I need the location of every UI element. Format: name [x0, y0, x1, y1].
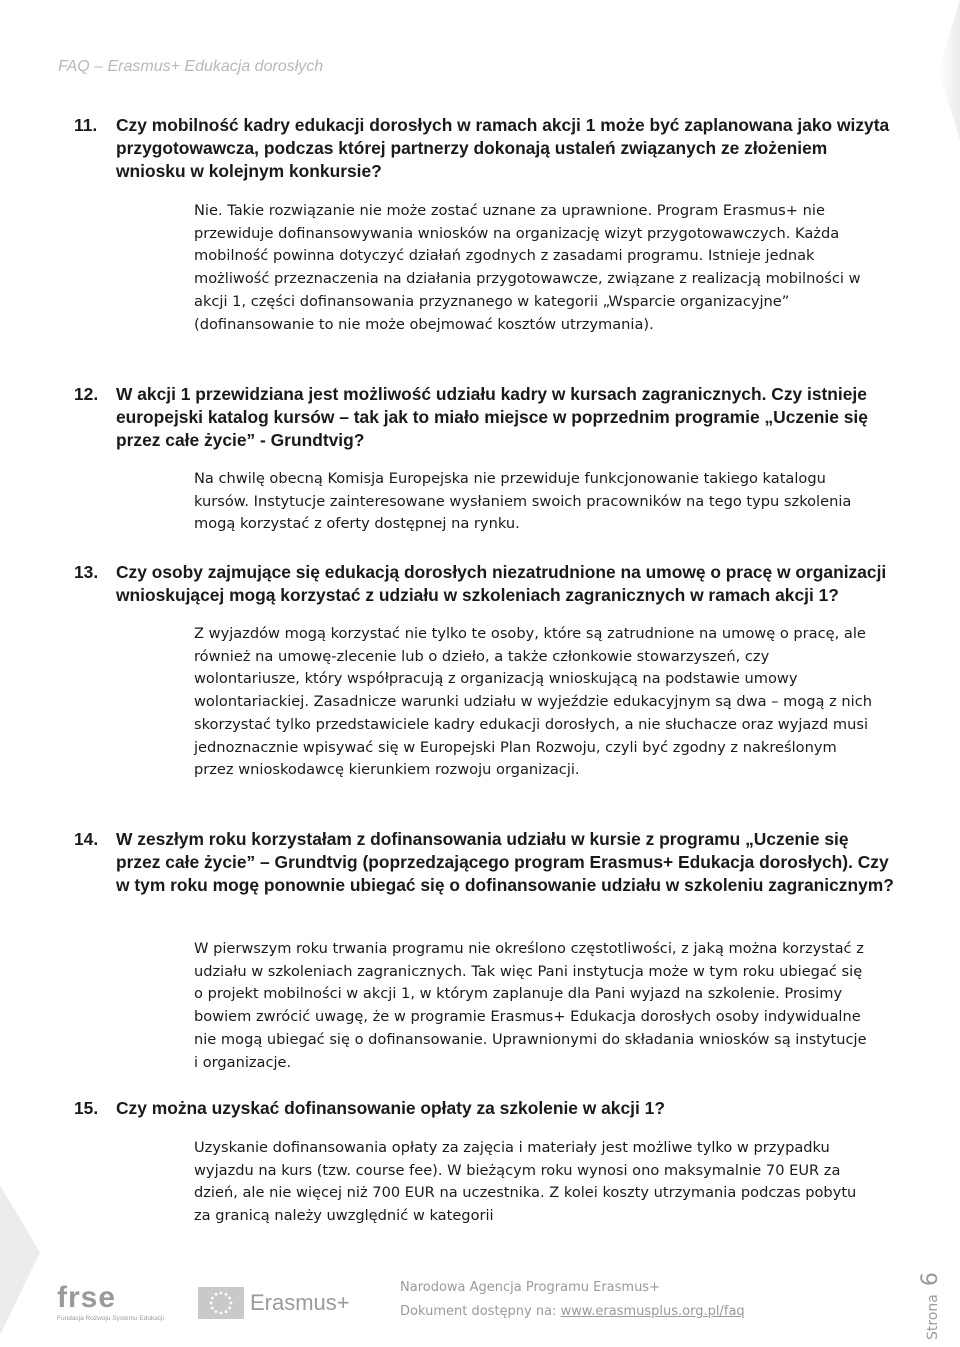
faq-question-11	[74, 114, 894, 183]
question-text: W zeszłym roku korzystałam z dofinansowania udziału w kursie z programu „Uczenie się przez całe życie” – Grundtvig (poprzedzającego program Erasmus+ Edukacja dorosłych). Czy w tym roku mogę ponownie ubiegać się o dofinansowanie udziału w szkoleniu zagranicznym?	[116, 829, 894, 895]
faq-answer-11: Nie. Takie rozwiązanie nie może zostać uznane za uprawnione. Program Erasmus+ nie przewiduje dofinansowywania wniosków na organizację wizyt przygotowawczych. Każda mobilność powinna dotyczyć działań zgodnych z zasadami programu. Istnieje jednak możliwość przeznaczenia na działania przygotowawcze, związane z realizacją mobilności w akcji 1, części dofinansowania przyznanego w kategorii „Wsparcie organizacyjne” (dofinansowanie to nie może obejmować kosztów utrzymania).	[194, 202, 861, 333]
frse-logo-text: frse	[57, 1281, 117, 1314]
faq-question-13	[74, 561, 894, 607]
page-header: FAQ – Erasmus+ Edukacja dorosłych	[58, 58, 324, 75]
document-source	[400, 1300, 745, 1324]
question-number: 11.	[74, 115, 98, 135]
corner-decoration	[938, 0, 960, 140]
question-number: 13.	[74, 562, 99, 582]
faq-question-14	[74, 828, 894, 897]
faq-question-15	[74, 1097, 894, 1120]
faq-link[interactable]: www.erasmusplus.org.pl/faq	[560, 1304, 745, 1319]
frse-logo-subtitle: Fundacja Rozwoju Systemu Edukacji	[57, 1315, 164, 1322]
erasmus-logo-text: Erasmus+	[250, 1290, 350, 1315]
question-number: 14.	[74, 829, 99, 849]
question-text: W akcji 1 przewidziana jest możliwość udziału kadry w kursach zagranicznych. Czy istnieje europejski katalog kursów – tak jak to miało miejsce w poprzednim programie „Uczenie się przez całe życie” - Grundtvig?	[116, 384, 868, 450]
page-number: 6	[918, 1272, 943, 1287]
page-label: Strona	[925, 1294, 941, 1340]
page-number-block	[904, 1262, 954, 1342]
question-number: 15.	[74, 1098, 99, 1118]
question-text: Czy osoby zajmujące się edukacją dorosłych niezatrudnione na umowę o pracę w organizacji wnioskującej mogą korzystać z udziału w szkoleniach zagranicznych w ramach akcji 1?	[116, 562, 887, 605]
faq-question-12	[74, 383, 894, 452]
erasmus-logo	[198, 1286, 350, 1320]
document-label: Dokument dostępny na:	[400, 1304, 561, 1319]
faq-answer-13: Z wyjazdów mogą korzystać nie tylko te osoby, które są zatrudnione na umowę o pracę, ale również na umowę-zlecenie lub o dzieło, a także członkowie stowarzyszeń, czy wolontariusze, który współpracują z organizacją wnioskującą na podstawie umowy wolontariackiej. Zasadnicze warunki udziału w wyjeździe edukacyjnym są dwa – mogą z nich skorzystać tylko przedstawiciele kadry edukacji dorosłych, a nie słuchacze oraz wyjazd musi jednoznacznie wpisywać się w Europejski Plan Rozwoju, czyli być zgodny z nakreślonym przez wnioskodawcę kierunkiem rozwoju organizacji.	[194, 625, 872, 779]
faq-answer-15: Uzyskanie dofinansowania opłaty za zajęcia i materiały jest możliwe tylko w przypadku wyjazdu na kurs (tzw. course fee). W bieżącym roku wynosi ono maksymalnie 70 EUR za dzień, ale nie więcej niż 700 EUR na uczestnika. Z kolei koszty utrzymania podczas pobytu za granicą należy uwzględnić w kategorii	[194, 1139, 857, 1225]
faq-answer-14: W pierwszym roku trwania programu nie określono częstotliwości, z jaką można korzystać z udziału w szkoleniach zagranicznych. Tak więc Pani instytucja może w tym roku ubiegać się o projekt mobilności w akcji 1, w którym zaplanuje dla Pani wyjazd na szkolenie. Prosimy bowiem zwrócić uwagę, że w programie Erasmus+ Edukacja dorosłych osoby indywidualne nie mogą ubiegać się o dofinansowanie. Uprawnionymi do składania wniosków są instytucje i organizacje.	[194, 940, 867, 1071]
agency-name: Narodowa Agencja Programu Erasmus+	[400, 1280, 660, 1295]
side-decoration	[0, 1185, 40, 1335]
faq-answer-12: Na chwilę obecną Komisja Europejska nie przewiduje funkcjonowanie takiego katalogu kursów. Instytucje zainteresowane wysłaniem swoich pracowników na tego typu szkolenia mogą korzystać z oferty dostępnej na rynku.	[194, 470, 852, 533]
question-text: Czy można uzyskać dofinansowanie opłaty za szkolenie w akcji 1?	[116, 1098, 665, 1118]
footer-info	[400, 1276, 745, 1324]
frse-logo	[57, 1281, 164, 1325]
question-number: 12.	[74, 384, 99, 404]
eu-flag-icon	[198, 1287, 244, 1319]
question-text: Czy mobilność kadry edukacji dorosłych w ramach akcji 1 może być zaplanowana jako wizyta przygotowawcza, podczas której partnerzy dokonają ustaleń związanych ze złożeniem wniosku w kolejnym konkursie?	[116, 115, 890, 181]
